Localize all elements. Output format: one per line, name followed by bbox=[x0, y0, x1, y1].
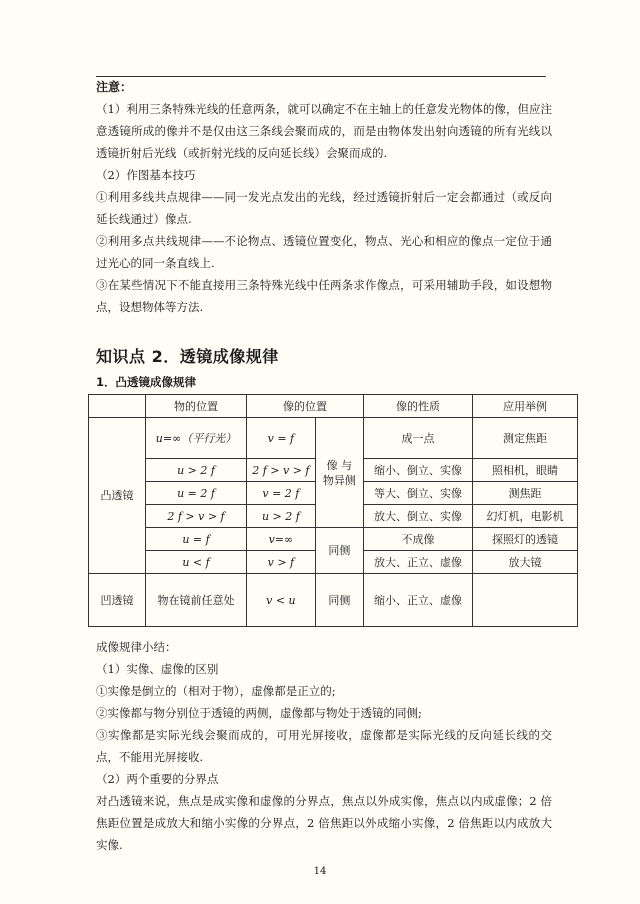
cell-nature: 放大、正立、虚像 bbox=[364, 551, 473, 574]
summary-line-5: （2）两个重要的分界点 bbox=[96, 772, 219, 786]
cell-nature: 等大、倒立、实像 bbox=[364, 482, 473, 505]
table-row bbox=[89, 528, 578, 551]
summary-line-2: ①实像是倒立的（相对于物），虚像都是正立的; bbox=[96, 684, 336, 698]
cell-obj: u > 2 f bbox=[146, 459, 247, 482]
cell-nature: 缩小、正立、虚像 bbox=[364, 574, 473, 627]
side-same-concave: 同侧 bbox=[315, 574, 363, 627]
cell-use: 放大镜 bbox=[473, 551, 578, 574]
cell-obj: u = 2 f bbox=[146, 482, 247, 505]
table-row bbox=[89, 418, 578, 459]
cell-nature: 成一点 bbox=[364, 418, 473, 459]
cell-obj: 物在镜前任意处 bbox=[146, 574, 247, 627]
table-header: 像的性质 bbox=[364, 395, 473, 418]
summary-line-3: ②实像都与物分别位于透镜的两侧，虚像都与物处于透镜的同侧; bbox=[96, 706, 422, 720]
cell-img: 2 f > v > f bbox=[247, 459, 316, 482]
note-title: 注意： bbox=[96, 80, 133, 94]
table-header: 应用举例 bbox=[473, 395, 578, 418]
summary-line-4: ③实像都是实际光线会聚而成的，可用光屏接收，虚像都是实际光线的反向延长线的交点，不能用光屏接收. bbox=[96, 728, 552, 764]
cell-obj: u=∞（平行光） bbox=[146, 418, 247, 459]
note-paragraph-3: ①利用多线共点规律——同一发光点发出的光线，经过透镜折射后一定会都通过（或反向延长线通过）像点. bbox=[96, 190, 552, 226]
note-paragraph-1: （1）利用三条特殊光线的任意两条，就可以确定不在主轴上的任意发光物体的像，但应注意透镜所成的像并不是仅由这三条线会聚而成的，而是由物体发出射向透镜的所有光线以透镜折射后光线（或折射光线的反向延长线）会聚而成的. bbox=[96, 102, 552, 160]
side-same: 同侧 bbox=[315, 528, 363, 574]
table-row bbox=[89, 574, 578, 627]
cell-img: v = 2 f bbox=[247, 482, 316, 505]
note-paragraph-2: （2）作图基本技巧 bbox=[96, 168, 196, 182]
cell-img: v < u bbox=[247, 574, 316, 627]
summary-line-6: 对凸透镜来说，焦点是成实像和虚像的分界点，焦点以外成实像，焦点以内成虚像；2 倍焦距位置是成放大和缩小实像的分界点，2 倍焦距以外成缩小实像，2 倍焦距以内成放大实像. bbox=[96, 794, 552, 852]
cell-nature: 放大、倒立、实像 bbox=[364, 505, 473, 528]
cell-use: 幻灯机，电影机 bbox=[473, 505, 578, 528]
side-opposite: 像 与 物异侧 bbox=[315, 418, 363, 528]
table-header-row bbox=[89, 395, 578, 418]
convex-label: 凸透镜 bbox=[89, 418, 146, 574]
cell-obj: u = f bbox=[146, 528, 247, 551]
cell-obj: u < f bbox=[146, 551, 247, 574]
page-number: 14 bbox=[313, 866, 327, 877]
table-header bbox=[89, 395, 146, 418]
cell-img: v = f bbox=[247, 418, 316, 459]
table-header: 物的位置 bbox=[146, 395, 247, 418]
section-subtitle: 1．凸透镜成像规律 bbox=[96, 375, 197, 389]
note-paragraph-4: ②利用多点共线规律——不论物点、透镜位置变化，物点、光心和相应的像点一定位于通过光心的同一条直线上. bbox=[96, 234, 552, 270]
cell-use bbox=[473, 574, 578, 627]
cell-img: v > f bbox=[247, 551, 316, 574]
section-title: 知识点 2．透镜成像规律 bbox=[96, 347, 279, 366]
lens-table bbox=[88, 394, 578, 627]
cell-nature: 不成像 bbox=[364, 528, 473, 551]
cell-use: 测焦距 bbox=[473, 482, 578, 505]
cell-img: v=∞ bbox=[247, 528, 316, 551]
cell-use: 探照灯的透镜 bbox=[473, 528, 578, 551]
note-paragraph-5: ③在某些情况下不能直接用三条特殊光线中任两条求作像点，可采用辅助手段，如设想物点，设想物体等方法. bbox=[96, 278, 552, 314]
concave-label: 凹透镜 bbox=[89, 574, 146, 627]
cell-use: 测定焦距 bbox=[473, 418, 578, 459]
cell-obj: 2 f > v > f bbox=[146, 505, 247, 528]
cell-use: 照相机，眼睛 bbox=[473, 459, 578, 482]
summary-title: 成像规律小结： bbox=[96, 640, 177, 654]
table-header: 像的位置 bbox=[247, 395, 364, 418]
header-rule bbox=[96, 76, 546, 77]
summary-line-1: （1）实像、虚像的区别 bbox=[96, 662, 219, 676]
cell-img: u > 2 f bbox=[247, 505, 316, 528]
cell-nature: 缩小、倒立、实像 bbox=[364, 459, 473, 482]
